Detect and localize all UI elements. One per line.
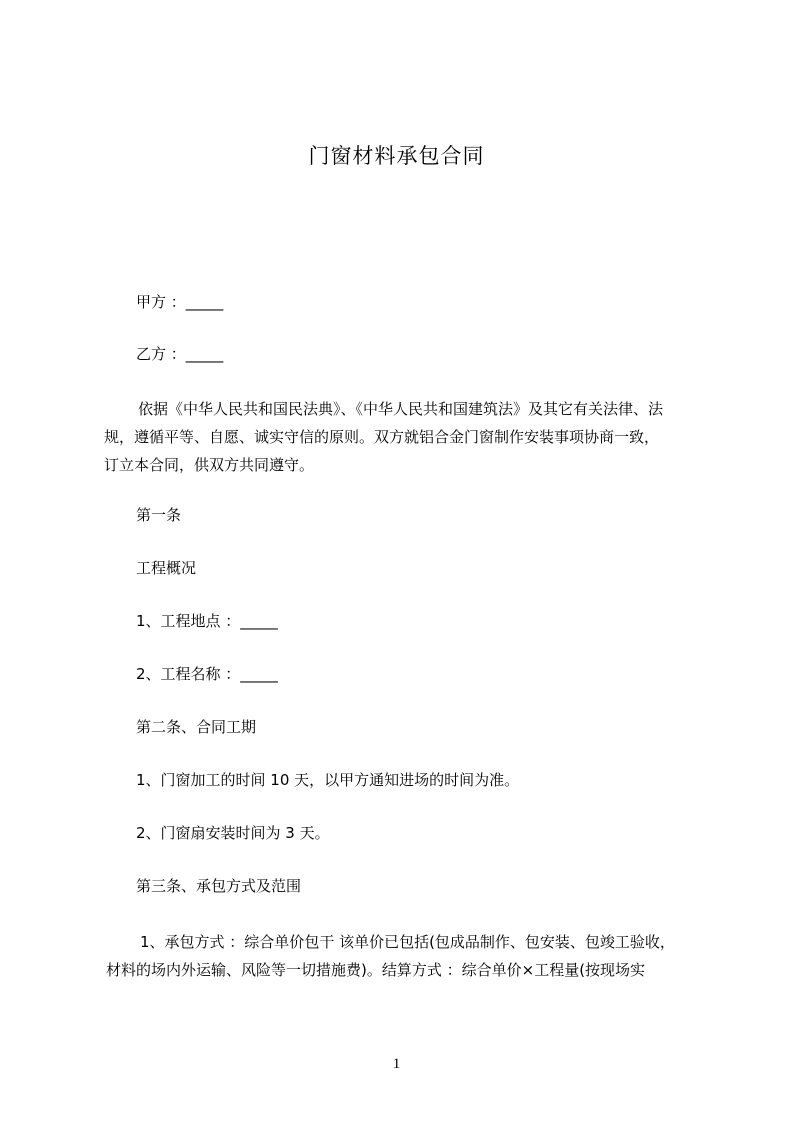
intro-paragraph bbox=[104, 395, 704, 479]
intro-line: 依据《中华人民共和国民法典》、《中华人民共和国建筑法》及其它有关法律、法 bbox=[138, 400, 664, 418]
article-1-title: 工程概况 bbox=[136, 559, 197, 577]
article-2-heading: 第二条、合同工期 bbox=[136, 718, 257, 736]
project-location-line: 1、工程地点 ：_____ bbox=[136, 612, 278, 630]
article-1-heading: 第一条 bbox=[136, 506, 182, 524]
article-3-heading: 第三条、承包方式及范围 bbox=[136, 877, 302, 895]
intro-line: 规，遵循平等、自愿、诚实守信的原则。双方就铝合金门窗制作安装事项协商一致， bbox=[104, 428, 660, 446]
intro-line: 订立本合同，供双方共同遵守。 bbox=[104, 456, 315, 474]
project-name-line: 2、工程名称 ：_____ bbox=[136, 665, 278, 683]
article-3-line: 材料的场内外运输、风险等一切措施费)。结算方式 ：综合单价×工程量(按现场实 bbox=[106, 961, 646, 979]
page-number: 1 bbox=[392, 1056, 401, 1072]
party-b-line: 乙方 ：_____ bbox=[136, 345, 224, 363]
party-a-line: 甲方 ：_____ bbox=[136, 293, 224, 311]
article-2-item-2: 2、门窗扇安装时间为 3 天。 bbox=[136, 824, 330, 842]
article-3-line: 1、承包方式 ：综合单价包干 该单价已包括(包成品制作、包安装、包竣工验收， bbox=[140, 933, 675, 951]
article-2-item-1: 1、门窗加工的时间 10 天，以甲方通知进场的时间为准。 bbox=[136, 771, 520, 789]
article-3-paragraph bbox=[106, 928, 706, 984]
document-title: 门窗材料承包合同 bbox=[308, 144, 485, 168]
